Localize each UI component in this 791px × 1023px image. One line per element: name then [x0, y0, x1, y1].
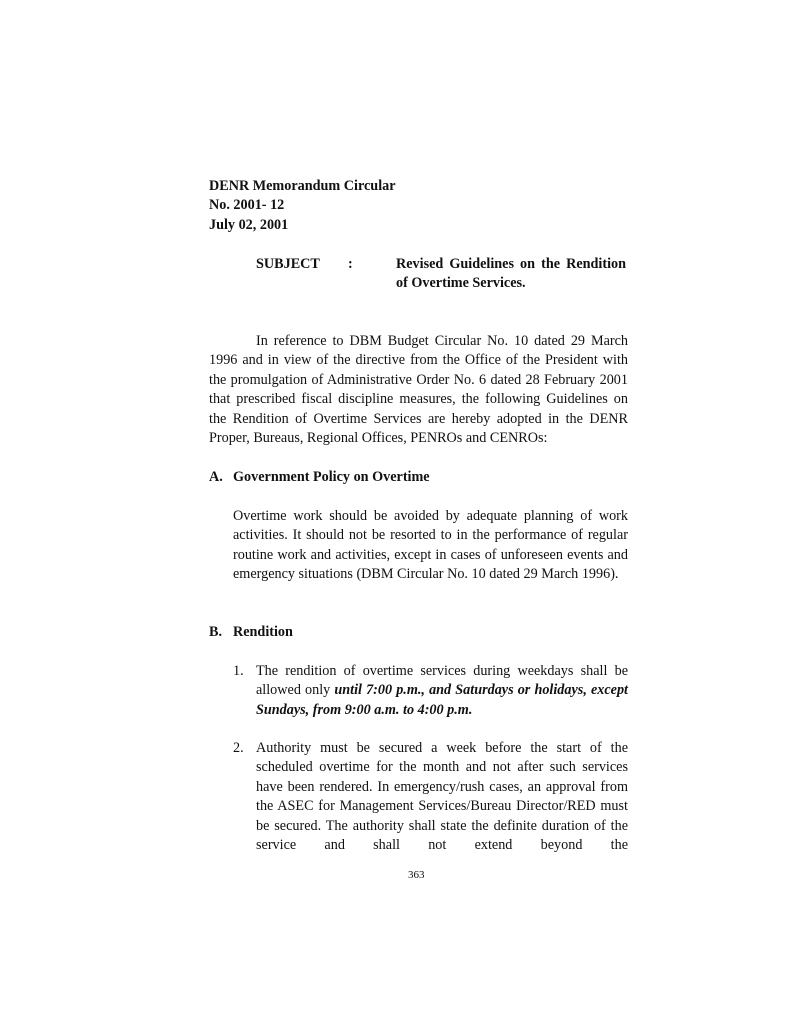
circular-header	[209, 177, 509, 235]
subject-text: Revised Guidelines on the Rendition of Overtime Services.	[396, 256, 626, 292]
section-b-letter: B.	[209, 624, 223, 640]
intro-paragraph: In reference to DBM Budget Circular No. 10 dated 29 March 1996 and in view of the directive from the Office of the President with the promulgation of Administrative Order No. 6 dated 28 February 2001 that prescribed fiscal discipline measures, the following Guidelines on the Rendition of Overtime Services are hereby adopted in the DENR Proper, Bureaus, Regional Offices, PENROs and CENROs:	[209, 333, 628, 447]
section-b-title: Rendition	[233, 624, 293, 640]
item-1-text	[256, 662, 628, 720]
header-date: July 02, 2001	[209, 216, 289, 233]
section-a-letter: A.	[209, 469, 223, 485]
item-2-text: Authority must be secured a week before the start of the scheduled overtime for the month and not after such services have been rendered. In emergency/rush cases, an approval from the ASEC for Management Services/Bureau Director/RED must be secured. The authority shall state the definite duration of the service and shall not extend beyond the	[256, 740, 628, 854]
section-a-body: Overtime work should be avoided by adequate planning of work activities. It should not be resorted to in the performance of regular routine work and activities, except in cases of unforeseen events and emergency situations (DBM Circular No. 10 dated 29 March 1996).	[233, 508, 628, 583]
header-number: No. 2001- 12	[209, 197, 285, 214]
header-title: DENR Memorandum Circular	[209, 178, 396, 194]
subject-colon: :	[348, 256, 353, 272]
subject-label: SUBJECT	[256, 256, 320, 272]
page-number: 363	[408, 869, 425, 881]
item-1-plain: The rendition of overtime services during weekdays shall be allowed only	[256, 663, 628, 699]
item-1-number: 1.	[233, 663, 244, 679]
section-a-title: Government Policy on Overtime	[233, 469, 430, 485]
item-2-number: 2.	[233, 740, 244, 756]
item-1-emphasis: until 7:00 p.m., and Saturdays or holidays, except Sundays, from 9:00 a.m. to 4:00 p.m.	[256, 682, 628, 718]
